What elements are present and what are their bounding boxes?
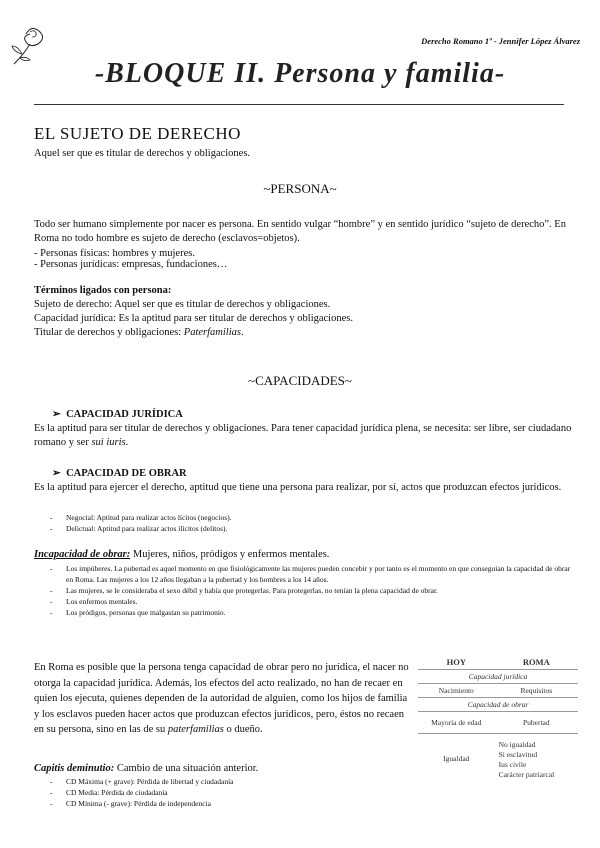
persona-type-item: - Personas jurídicas: empresas, fundaciones… [34, 259, 228, 270]
incapacidad-line: Incapacidad de obrar: Mujeres, niños, pródigos y enfermos mentales. [34, 549, 330, 560]
arrow-bullet-icon: ➢ [52, 409, 67, 420]
document-header: Derecho Romano 1º - Jennifer López Álvarez [421, 36, 580, 46]
capacidad-obrar-list [34, 512, 574, 534]
section-heading-persona: ~PERSONA~ [263, 181, 337, 196]
table-row: Mayoría de edad Pubertad [418, 712, 578, 734]
list-item: - Delictual: Aptitud para realizar actos ilícitos (delitos). [34, 523, 574, 534]
capacidad-obrar-heading: ➢ CAPACIDAD DE OBRAR [52, 468, 187, 479]
arrow-bullet-icon: ➢ [52, 468, 67, 479]
table-row: Igualdad No igualdad Si esclavitud Ius civile Carácter patriarcal [443, 740, 555, 779]
capacidad-obrar-text: Es la aptitud para ejercer el derecho, aptitud que tiene una persona para realizar, por sí, actos que produzcan efectos jurídicos. [34, 482, 562, 493]
page-title: -BLOQUE II. Persona y familia- [94, 58, 506, 89]
list-item: - Los pródigos, personas que malgastan su patrimonio. [34, 607, 574, 618]
capacidad-juridica-heading: ➢ CAPACIDAD JURÍDICA [52, 409, 183, 420]
persona-intro: Todo ser humano simplemente por nacer es persona. En sentido vulgar “hombre” y en sentido jurídico “sujeto de derecho”. En Roma no todo hombre es sujeto de derecho (esclavos=objetos). [34, 219, 566, 244]
term-item: Sujeto de derecho: Aquel ser que es titular de derechos y obligaciones. [34, 299, 331, 310]
sujeto-definition: Aquel ser que es titular de derechos y obligaciones. [34, 148, 251, 159]
section-heading-sujeto: EL SUJETO DE DERECHO [34, 124, 241, 143]
term-item: Capacidad jurídica: Es la aptitud para ser titular de derechos y obligaciones. [34, 313, 353, 324]
term-item: Titular de derechos y obligaciones: Paterfamilias. [34, 327, 244, 338]
persona-types-list [34, 248, 574, 270]
list-item: - Negocial: Aptitud para realizar actos lícitos (negocios). [34, 512, 574, 523]
section-heading-capacidades: ~CAPACIDADES~ [248, 373, 352, 388]
table-section: Capacidad jurídica [418, 670, 578, 684]
terms-list [34, 298, 574, 340]
terms-heading: Términos ligados con persona: [34, 285, 172, 296]
list-item: - Los impúberes. La pubertad es aquel momento en que fisiológicamente las mujeres pueden concebir y por tanto es el momento en que conseguían la capacidad de obrar en Roma. Las mujeres a los 12 años llegaban a la pubertad y los hombres a los 14 años. [34, 563, 574, 585]
list-item: - CD Máxima (+ grave): Pérdida de libertad y ciudadanía [34, 776, 574, 787]
list-item: - Los enfermos mentales. [34, 596, 574, 607]
roma-paragraph: En Roma es posible que la persona tenga capacidad de obrar pero no jurídica, el nacer no otorga la capacidad jurídica. Además, los efectos del acto realizado, no han de recaer en quien los ejecuta, quienes dependen de la autoridad de alguien, como los hijos de familia y los esclavos pueden hacer actos que produzcan efectos jurídicos, pero, éstos no recaen en su persona, sino en las de su paterfamilias o dueño. [34, 662, 409, 735]
table-section: Capacidad de obrar [418, 698, 578, 712]
capacidad-juridica-text: Es la aptitud para ser titular de derechos y obligaciones. Para tener capacidad jurídica plena, se necesita: ser libre, ser ciudadano romano y ser sui iuris. [34, 423, 572, 448]
persona-type-item: - Personas físicas: hombres y mujeres. [34, 248, 195, 259]
table-header-hoy: HOY [446, 657, 466, 667]
title-divider [34, 104, 564, 105]
incapacidad-list [34, 563, 574, 618]
capitis-list [34, 776, 574, 809]
capitis-line: Capitis deminutio: Cambio de una situación anterior. [34, 763, 259, 774]
table-header-roma: ROMA [522, 657, 550, 667]
list-item: - CD Mínima (- grave): Pérdida de independencia [34, 798, 574, 809]
list-item: - CD Media: Pérdida de ciudadanía [34, 787, 574, 798]
list-item: - Las mujeres, se le consideraba el sexo débil y había que protegerlas. Para protegerlas, no tenían la plena capacidad de obrar. [34, 585, 574, 596]
table-row: Nacimiento Requisitos [438, 686, 553, 695]
